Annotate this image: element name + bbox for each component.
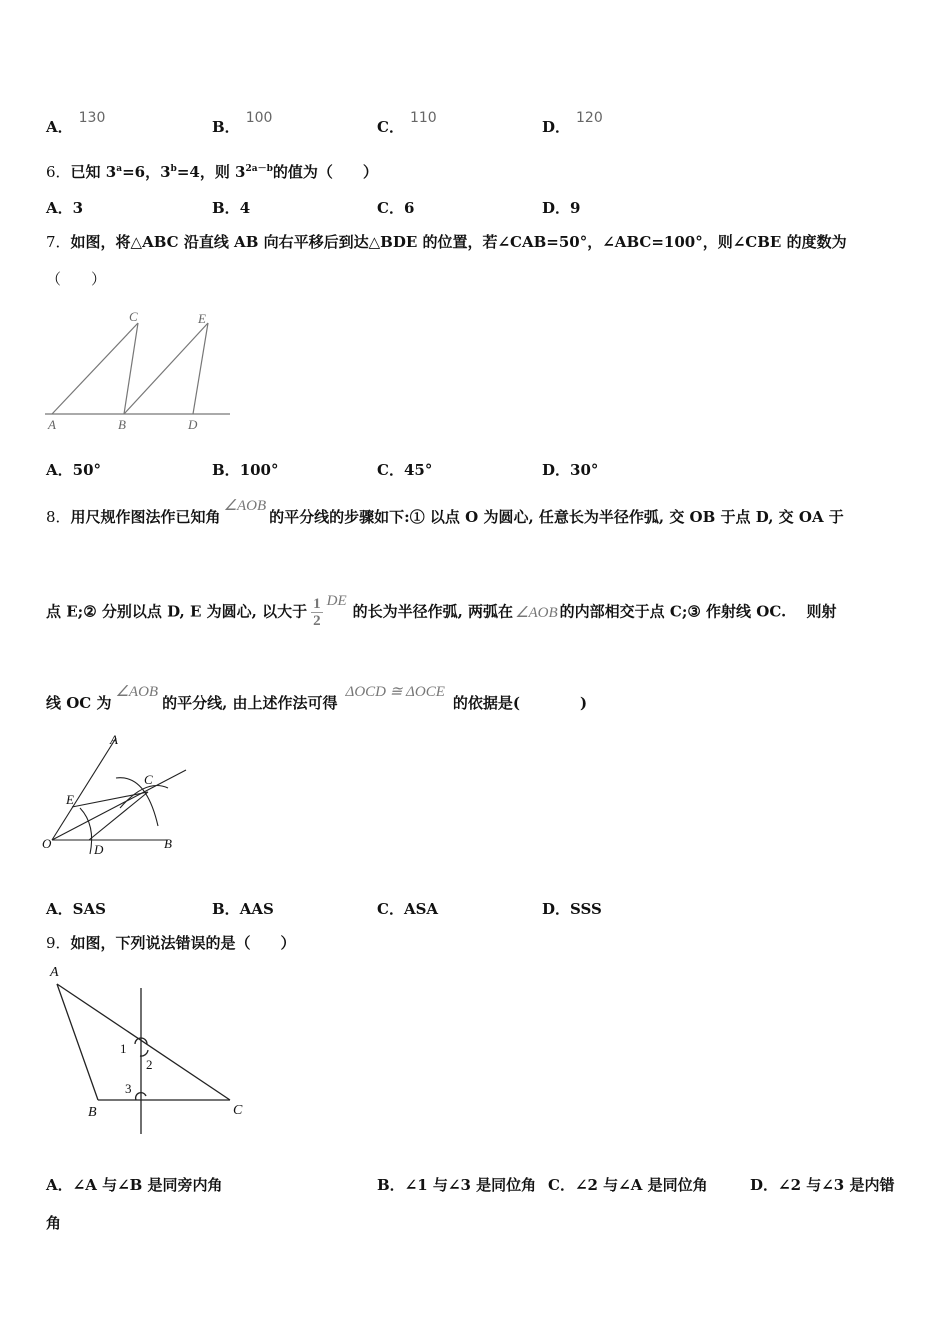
q5-option-d[interactable]: D． 120 (542, 110, 603, 136)
q9-segment-ac (57, 984, 230, 1100)
q5-option-b[interactable]: B． 100 (212, 110, 273, 136)
q7-paren: （ ） (46, 270, 107, 288)
q5-option-c-value: 110 (409, 110, 437, 126)
q9-option-a[interactable]: A．∠A 与∠B 是同旁内角 (46, 1176, 223, 1194)
q8-option-a[interactable]: A．SAS (46, 900, 106, 918)
q7-stem: 7．如图，将△ABC 沿直线 AB 向右平移后到达△BDE 的位置，若∠CAB=50°，∠ABC=100°，则∠CBE 的度数为 (46, 233, 847, 251)
q7-option-c[interactable]: C．45° (377, 461, 433, 479)
q8-angle-aob: ∠AOB (223, 498, 267, 514)
q8-label-d: D (94, 842, 104, 857)
q5-option-c[interactable]: C． 110 (377, 110, 437, 136)
q8-option-c[interactable]: C．ASA (377, 900, 439, 918)
q6-option-d[interactable]: D．9 (542, 199, 581, 217)
q7-label-e: E (198, 311, 206, 326)
q8-label-e: E (66, 792, 74, 807)
q8-stem-line2: 点 E;② 分别以点 D, E 为圆心, 以大于 $\frac{1}{2}$ DE的长为半径作弧, 两弧在 ∠AOB 的内部相交于点 C;③ 作射线 OC. 则射 (46, 592, 837, 629)
q5-option-a[interactable]: A． 130 (46, 110, 106, 136)
q9-option-d[interactable]: D．∠2 与∠3 是内错 (750, 1176, 895, 1194)
q9-label-b: B (88, 1105, 97, 1120)
q8-ray-oa (52, 738, 116, 840)
q7-label-c: C (129, 309, 138, 324)
q8-segment-ec (72, 792, 148, 807)
q5-option-b-value: 100 (245, 110, 273, 126)
q6-stem: 6．已知 $3^a=6$，$3^b=4$，则 $3^{2a-b}$的值为（ ） (46, 163, 378, 181)
q8-option-b[interactable]: B．AAS (212, 900, 274, 918)
q7-option-d[interactable]: D．30° (542, 461, 599, 479)
q7-figure (40, 305, 240, 435)
q8-label-c: C (144, 772, 153, 787)
q6-option-c[interactable]: C．6 (377, 199, 415, 217)
q8-fraction-half: $\frac{1}{2}$ (313, 596, 321, 629)
q9-option-d-continued: 角 (46, 1214, 62, 1232)
q7-label-a: A (48, 417, 56, 432)
q7-label-d: D (188, 417, 198, 432)
q8-figure (38, 730, 198, 860)
q8-label-o: O (42, 836, 52, 851)
q8-congruence: ΔOCD ≅ ΔOCE (345, 684, 445, 700)
q7-segment-ac (52, 323, 138, 414)
q8-label-b: B (164, 836, 172, 851)
q6-option-a[interactable]: A．3 (46, 199, 84, 217)
q9-label-1: 1 (120, 1041, 127, 1056)
q7-label-b: B (118, 417, 126, 432)
q8-arc-from-e (120, 786, 168, 809)
q9-label-3: 3 (125, 1081, 132, 1096)
q9-label-2: 2 (146, 1057, 153, 1072)
q5-option-d-value: 120 (576, 110, 603, 126)
q8-arc-de (80, 808, 92, 854)
q9-option-c[interactable]: C．∠2 与∠A 是同位角 (548, 1176, 708, 1194)
q8-stem-line1: 8．用尺规作图法作已知角∠AOB的平分线的步骤如下:① 以点 O 为圆心, 任意长为半径作弧, 交 OB 于点 D, 交 OA 于 (46, 498, 844, 526)
q9-stem: 9．如图，下列说法错误的是（ ） (46, 934, 296, 952)
q9-label-c: C (233, 1103, 243, 1118)
q9-segment-ab (57, 984, 98, 1100)
q6-option-b[interactable]: B．4 (212, 199, 251, 217)
q7-option-b[interactable]: B．100° (212, 461, 279, 479)
q5-option-a-value: 130 (78, 110, 106, 126)
q9-label-a: A (50, 965, 59, 980)
q8-label-a: A (110, 732, 118, 747)
q7-option-a[interactable]: A．50° (46, 461, 102, 479)
q9-option-b[interactable]: B．∠1 与∠3 是同位角 (377, 1176, 537, 1194)
q8-stem-line3: 线 OC 为∠AOB的平分线, 由上述作法可得ΔOCD ≅ ΔOCE的依据是( ) (46, 684, 588, 712)
q9-figure (40, 960, 260, 1140)
q8-option-d[interactable]: D．SSS (542, 900, 602, 918)
